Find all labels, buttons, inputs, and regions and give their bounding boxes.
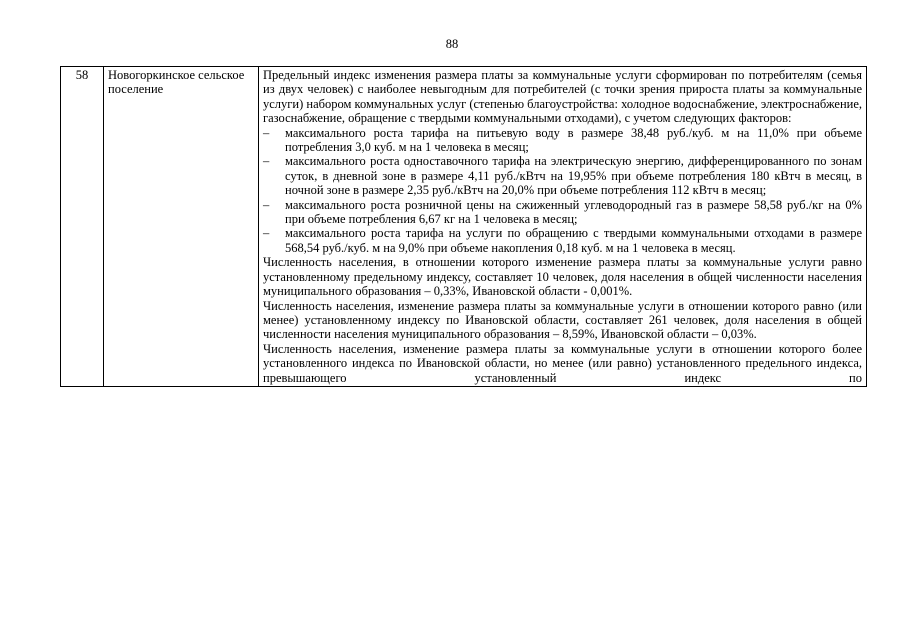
bullet-dash: – [263, 226, 270, 241]
description-cell [259, 67, 867, 387]
bullet-dash: – [263, 154, 270, 169]
row-number-cell: 58 [61, 67, 104, 387]
bullet-dash: – [263, 197, 270, 212]
page-number: 88 [445, 37, 459, 51]
factor-bullet [263, 154, 862, 197]
factor-bullet [263, 198, 862, 227]
factor-text: максимального роста одноставочного тарифа на электрическую энергию, дифференцированного по зонам суток, в дневной зоне в размере 4,11 руб./кВтч на 19,95% при объеме потребления 180 кВтч в месяц, в ночной зоне в размере 2,35 руб./кВтч на 20,0% при объеме потребления 112 кВтч в месяц; [285, 154, 862, 198]
population-paragraph: Численность населения, изменение размера платы за коммунальные услуги в отношении которого равно (или менее) установленному индексу по Ивановской области, составляет 261 человек, доля населения в общей численности населения муниципального образования – 8,59%, Ивановской области – 0,03%. [263, 298, 862, 342]
factor-bullet [263, 226, 862, 255]
factor-bullet [263, 126, 862, 155]
intro-paragraph: Предельный индекс изменения размера платы за коммунальные услуги сформирован по потребителям (семья из двух человек) с наиболее невыгодным для потребителей (с точки зрения прироста платы за коммунальные услуги) набором коммунальных услуг (степенью благоустройства: холодное водоснабжение, электроснабжение, газоснабжение, обращение с твердыми коммунальными отходами), с учетом следующих факторов: [263, 68, 863, 126]
table-row [61, 67, 867, 387]
factor-text: максимального роста тарифа на питьевую воду в размере 38,48 руб./куб. м на 11,0% при объеме потребления 3,0 куб. м на 1 человека в месяц; [285, 125, 862, 155]
population-paragraph: Численность населения, изменение размера платы за коммунальные услуги в отношении которого более установленного индекса по Ивановской области, но менее (или равно) установленного предельного индекса, превышающего установленный индекс по [263, 341, 862, 385]
factor-text: максимального роста розничной цены на сжиженный углеводородный газ в размере 58,58 руб./кг на 0% при объеме потребления 6,67 кг на 1 человека в месяц; [285, 197, 862, 227]
factor-text: максимального роста тарифа на услуги по обращению с твердыми коммунальными отходами в размере 568,54 руб./куб. м на 9,0% при объеме накопления 0,18 куб. м на 1 человека в месяц. [285, 226, 862, 255]
municipality-table [60, 66, 867, 387]
bullet-dash: – [263, 125, 270, 140]
municipality-name-cell: Новогоркинское сельское поселение [104, 67, 259, 387]
population-paragraph: Численность населения, в отношении которого изменение размера платы за коммунальные услуги равно установленному предельному индексу, составляет 10 человек, доля населения в общей численности населения муниципального образования – 0,33%, Ивановской области - 0,001%. [263, 255, 862, 299]
